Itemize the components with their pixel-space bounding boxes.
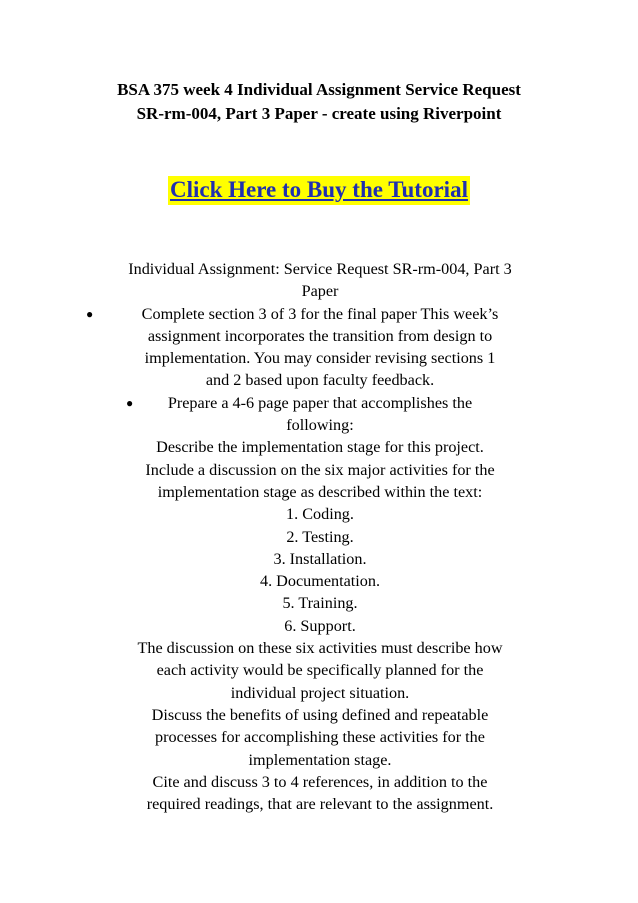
benefits-line-1: Discuss the benefits of using defined and repeatable: [151, 705, 489, 724]
bullet1-line-1: Complete section 3 of 3 for the final paper This week’s: [141, 304, 499, 323]
activity-item: 5. Training.: [282, 594, 358, 613]
title-line-1: BSA 375 week 4 Individual Assignment Service Request: [117, 80, 521, 99]
bullet2-line-1: Prepare a 4-6 page paper that accomplishes the: [167, 393, 473, 412]
benefits-line-3: implementation stage.: [248, 750, 392, 769]
cta-container: [0, 176, 638, 205]
cite-line-2: required readings, that are relevant to the assignment.: [146, 795, 494, 814]
bullet1-line-3: implementation. You may consider revising sections 1: [144, 349, 496, 368]
bullet1-line-2: assignment incorporates the transition from design to: [147, 326, 493, 345]
activity-item: 1. Coding.: [286, 505, 354, 524]
title-line-2: SR-rm-004, Part 3 Paper - create using Riverpoint: [136, 104, 502, 123]
bullet-icon: ●: [126, 395, 134, 410]
bullet-item-prepare-paper: [90, 392, 550, 437]
activity-item: 2. Testing.: [286, 527, 354, 546]
discussion-line-3: individual project situation.: [230, 683, 410, 702]
activity-item: 6. Support.: [284, 616, 356, 635]
document-body: [86, 258, 550, 815]
cite-line-1: Cite and discuss 3 to 4 references, in addition to the: [152, 772, 488, 791]
buy-tutorial-link[interactable]: Click Here to Buy the Tutorial: [168, 176, 470, 205]
describe-line-2: Include a discussion on the six major activities for the: [145, 460, 495, 479]
describe-line-3: implementation stage as described within the text:: [157, 482, 483, 501]
assignment-heading-line-2: Paper: [301, 282, 339, 301]
activities-list: [90, 503, 550, 637]
discussion-line-2: each activity would be specifically planned for the: [156, 661, 484, 680]
bullet-icon: ●: [86, 306, 94, 321]
assignment-heading-line-1: Individual Assignment: Service Request SR-rm-004, Part 3: [128, 260, 512, 278]
discussion-line-1: The discussion on these six activities must describe how: [137, 639, 503, 658]
activity-item: 3. Installation.: [273, 549, 367, 568]
describe-line-1: Describe the implementation stage for this project.: [156, 438, 484, 457]
document-title: [60, 78, 578, 126]
bullet2-line-2: following:: [286, 416, 354, 435]
activity-item: 4. Documentation.: [259, 572, 381, 591]
benefits-line-2: processes for accomplishing these activities for the: [155, 728, 485, 747]
bullet-item-complete-section: [86, 303, 550, 392]
bullet1-line-4: and 2 based upon faculty feedback.: [205, 371, 435, 390]
